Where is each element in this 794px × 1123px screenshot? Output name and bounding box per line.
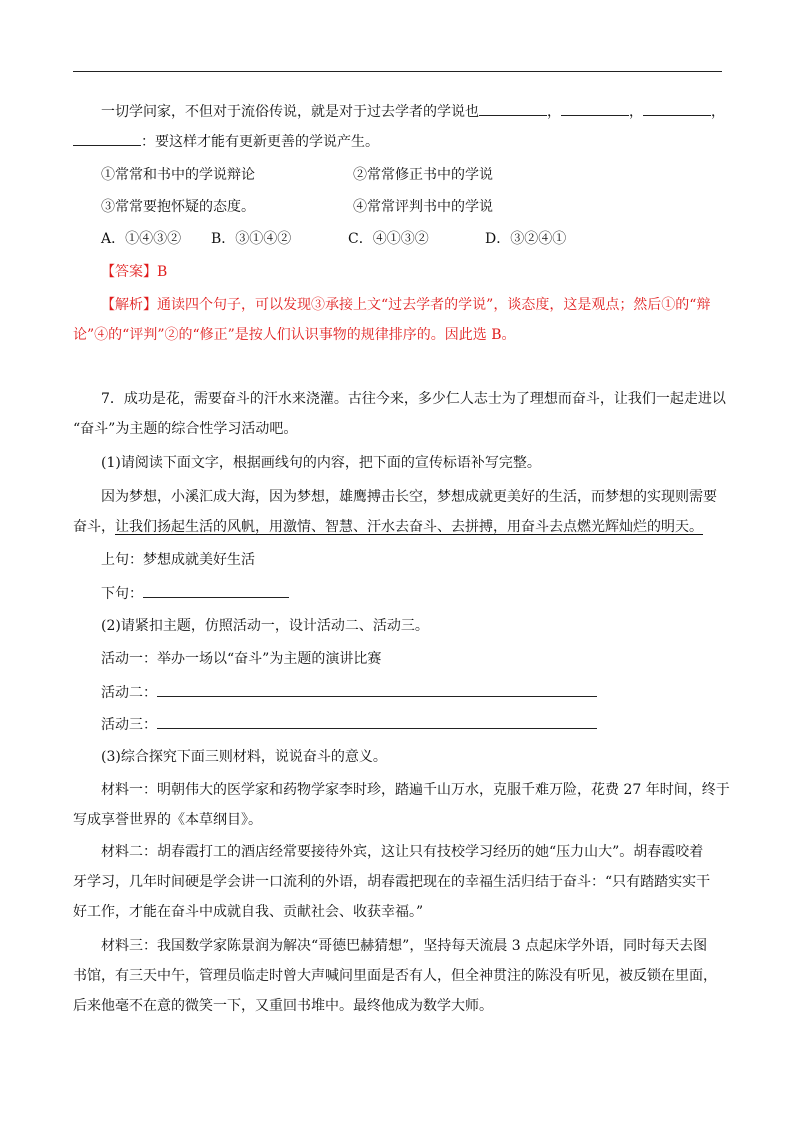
answer-blank[interactable] <box>73 131 141 146</box>
underlined-sentence: 让我们扬起生活的风帆，用激情、智慧、汗水去奋斗、去拼搏，用奋斗去点燃光辉灿烂的明天。 <box>115 519 703 535</box>
q7-passage-line2: 奋斗，让我们扬起生活的风帆，用激情、智慧、汗水去奋斗、去拼搏，用奋斗去点燃光辉灿烂的明天。 <box>73 519 703 535</box>
lower-line-blank[interactable] <box>143 583 289 598</box>
material2-line3: 好工作，才能在奋斗中成就自我、贡献社会、收获幸福。” <box>73 904 424 920</box>
q6-choice-c: C．④①③② <box>348 231 429 247</box>
q6-item-1: ①常常和书中的学说辩论 <box>101 167 255 183</box>
q6-analysis-line2: 论”④的“评判”②的“修正”是按人们认识事物的规律排序的。因此选 B。 <box>73 327 516 343</box>
header-rule <box>73 71 722 72</box>
material3-line2: 书馆，有三天中午，管理员临走时曾大声喊问里面是否有人，但全神贯注的陈没有听见，被反锁在里面， <box>73 968 717 984</box>
answer-blank[interactable] <box>479 101 547 116</box>
material1-line2: 写成享誉世界的《本草纲目》。 <box>73 812 262 828</box>
q6-item-2: ②常常修正书中的学说 <box>353 167 493 183</box>
material3-line1: 材料三：我国数学家陈景润为解决“哥德巴赫猜想”，坚持每天流晨 3 点起床学外语，同时每天去图 <box>101 938 708 954</box>
material3-line3: 后来他毫不在意的微笑一下，又重回书堆中。最终他成为数学大师。 <box>73 998 493 1014</box>
answer-blank[interactable] <box>643 101 711 116</box>
q6-answer: 【答案】B <box>101 264 168 280</box>
q6-choice-d: D．③②④① <box>485 231 567 247</box>
q6-analysis-line1: 【解析】通读四个句子，可以发现③承接上文“过去学者的学说”，谈态度，这是观点；然后①的“辩 <box>101 297 711 313</box>
q7-activity2: 活动二： <box>101 682 597 703</box>
q7-part1-title: (1)请阅读下面文字，根据画线句的内容，把下面的宣传标语补写完整。 <box>101 455 541 471</box>
activity2-blank[interactable] <box>157 682 597 697</box>
q7-intro-line1: 7．成功是花，需要奋斗的汗水来浇灌。古往今来，多少仁人志士为了理想而奋斗，让我们一起走进以 <box>101 391 726 407</box>
activity3-blank[interactable] <box>157 714 597 729</box>
q7-part2-title: (2)请紧扣主题，仿照活动一，设计活动二、活动三。 <box>101 618 429 634</box>
material2-line2: 牙学习，几年时间硬是学会讲一口流利的外语，胡春霞把现在的幸福生活归结于奋斗：“只有踏踏实实干 <box>73 874 711 890</box>
q6-item-4: ④常常评判书中的学说 <box>353 199 493 215</box>
q6-choice-b: B．③①④② <box>211 231 292 247</box>
q7-activity3: 活动三： <box>101 714 597 735</box>
q7-upper-line: 上句：梦想成就美好生活 <box>101 552 255 568</box>
q6-choice-a: A．①④③② <box>101 231 182 247</box>
material2-line1: 材料二：胡春霞打工的酒店经常要接待外宾，这让只有技校学习经历的她“压力山大”。胡春霞咬着 <box>101 844 704 860</box>
q6-stem-line2: ：要这样才能有更新更善的学说产生。 <box>73 131 379 152</box>
q7-activity1: 活动一：举办一场以“奋斗”为主题的演讲比赛 <box>101 651 382 667</box>
q7-part3-title: (3)综合探究下面三则材料，说说奋斗的意义。 <box>101 749 387 765</box>
q7-intro-line2: “奋斗”为主题的综合性学习活动吧。 <box>73 421 298 437</box>
q6-stem-line1: 一切学问家，不但对于流俗传说，就是对于过去学者的学说也 ， ， ， <box>101 101 725 122</box>
answer-blank[interactable] <box>561 101 629 116</box>
q6-item-3: ③常常要抱怀疑的态度。 <box>101 199 255 215</box>
q7-lower-line: 下句： <box>101 583 289 604</box>
material1-line1: 材料一：明朝伟大的医学家和药物学家李时珍，踏遍千山万水，克服千难万险，花费 27 年时间，终于 <box>101 782 730 798</box>
q7-passage-line1: 因为梦想，小溪汇成大海，因为梦想，雄鹰搏击长空，梦想成就更美好的生活，而梦想的实现则需要 <box>101 489 717 505</box>
